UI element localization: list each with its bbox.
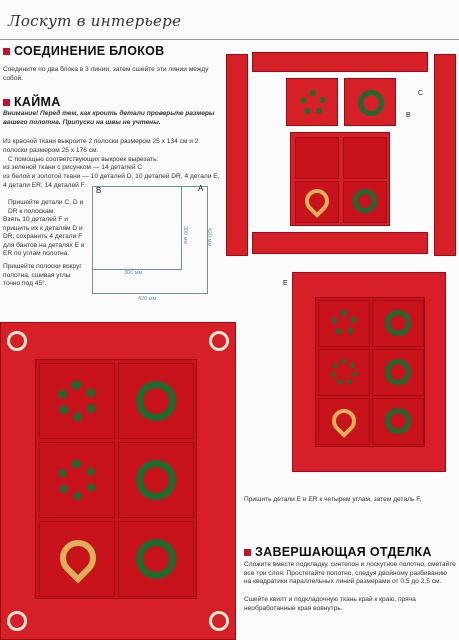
candle-motif: [57, 460, 97, 500]
border-p3: Пришейте детали C, D и DR к полоскам.: [8, 199, 84, 215]
label-c: C: [418, 90, 424, 97]
wreath-motif: [136, 539, 176, 579]
border-p2: С помощью соответствующих выкроек вырезать:: [8, 156, 159, 163]
border-strip-bottom: [252, 232, 428, 254]
label-300-vertical: 300 мм: [182, 225, 189, 245]
border-note: Внимание! Перед тем, как кроить детали проверьте размеры вашего полотна. Припуски на швы не учтены.: [3, 110, 215, 126]
border-li1: из зеленой ткани с рисунком — 14 деталей C: [3, 164, 143, 171]
border-li2: из белой и золотой ткани — 10 деталей D, 10 деталей DR, 4 детали E, 4 детали ER, 14 деталей F.: [3, 173, 220, 189]
finished-quilt: [0, 322, 236, 640]
quilt-block: [344, 78, 396, 126]
border-p5: Пришейте полоски вокруг полотна, сшивая углы точно под 45°.: [3, 263, 82, 288]
section-join-text: Соедините по два блока в 3 линии, затем сшейте эти линии между собой.: [3, 66, 209, 82]
border-p1: Из красной ткани выкроите 2 полоски размером 25 х 134 см и 2 полоски размером 25 х 176 см.: [3, 138, 199, 154]
poinsettia-motif: [300, 90, 326, 116]
label-420-vertical: 420 мм: [206, 227, 213, 247]
finished-quilt-inner: [35, 359, 197, 599]
bow-icon: [7, 331, 27, 351]
wreath-motif: [353, 189, 377, 213]
border-strip-left: [226, 54, 248, 256]
border-p4: Взять 10 деталей F и пришить их к деталям D и DR, сохранить 4 детали F для бантов на деталях E и ER по углам полотна.: [3, 216, 85, 258]
bow-icon: [209, 331, 229, 351]
finish-p2: Сшейте квилт и подкладочную ткань край к краю, пряча необработанные края вовнутрь.: [244, 596, 416, 612]
wreath-motif: [136, 381, 176, 421]
bow-icon: [7, 611, 27, 631]
quilt-center-panel: [290, 132, 390, 226]
wreath-motif: [358, 90, 384, 116]
label-a: A: [198, 184, 204, 193]
section-finish-title: ЗАВЕРШАЮЩАЯ ОТДЕЛКА: [244, 545, 432, 559]
label-e: E: [283, 280, 288, 287]
section-border-title: КАЙМА: [3, 95, 61, 109]
section-join-title: СОЕДИНЕНИЕ БЛОКОВ: [3, 44, 165, 58]
poinsettia-motif: [57, 381, 97, 421]
label-b-diagram: B: [96, 186, 102, 195]
measurement-diagram: [88, 180, 212, 302]
header-title: Лоскут в интерьере: [8, 12, 182, 30]
wreath-motif: [136, 460, 176, 500]
quilt-block: [286, 78, 338, 126]
label-420-horizontal: 420 мм: [138, 296, 157, 302]
label-b: B: [406, 112, 411, 119]
bullet-square-icon: [3, 99, 10, 106]
bow-icon: [209, 611, 229, 631]
label-300-horizontal: 300 мм: [124, 270, 143, 276]
border-strip-top: [252, 52, 428, 72]
page-header: [0, 0, 459, 40]
bullet-square-icon: [3, 48, 10, 55]
corners-caption: Пришить детали E и ER к четырем углам, затем деталь F.: [244, 496, 422, 503]
exploded-quilt-diagram: [226, 52, 456, 258]
bullet-square-icon: [244, 549, 251, 556]
finish-p1: Сложите вместе подкладку, синтепон и лоскутное полотно, сметайте все три слоя. Простегайте полотно, следуя двойному разбиванию на квадратики параллельных линий размерами от 0,5 до 2,5 см.: [244, 561, 456, 586]
quilt-with-corners: [292, 272, 446, 472]
border-strip-right: [434, 54, 456, 256]
outer-square: [92, 186, 208, 294]
quilt-inner: [315, 297, 425, 447]
